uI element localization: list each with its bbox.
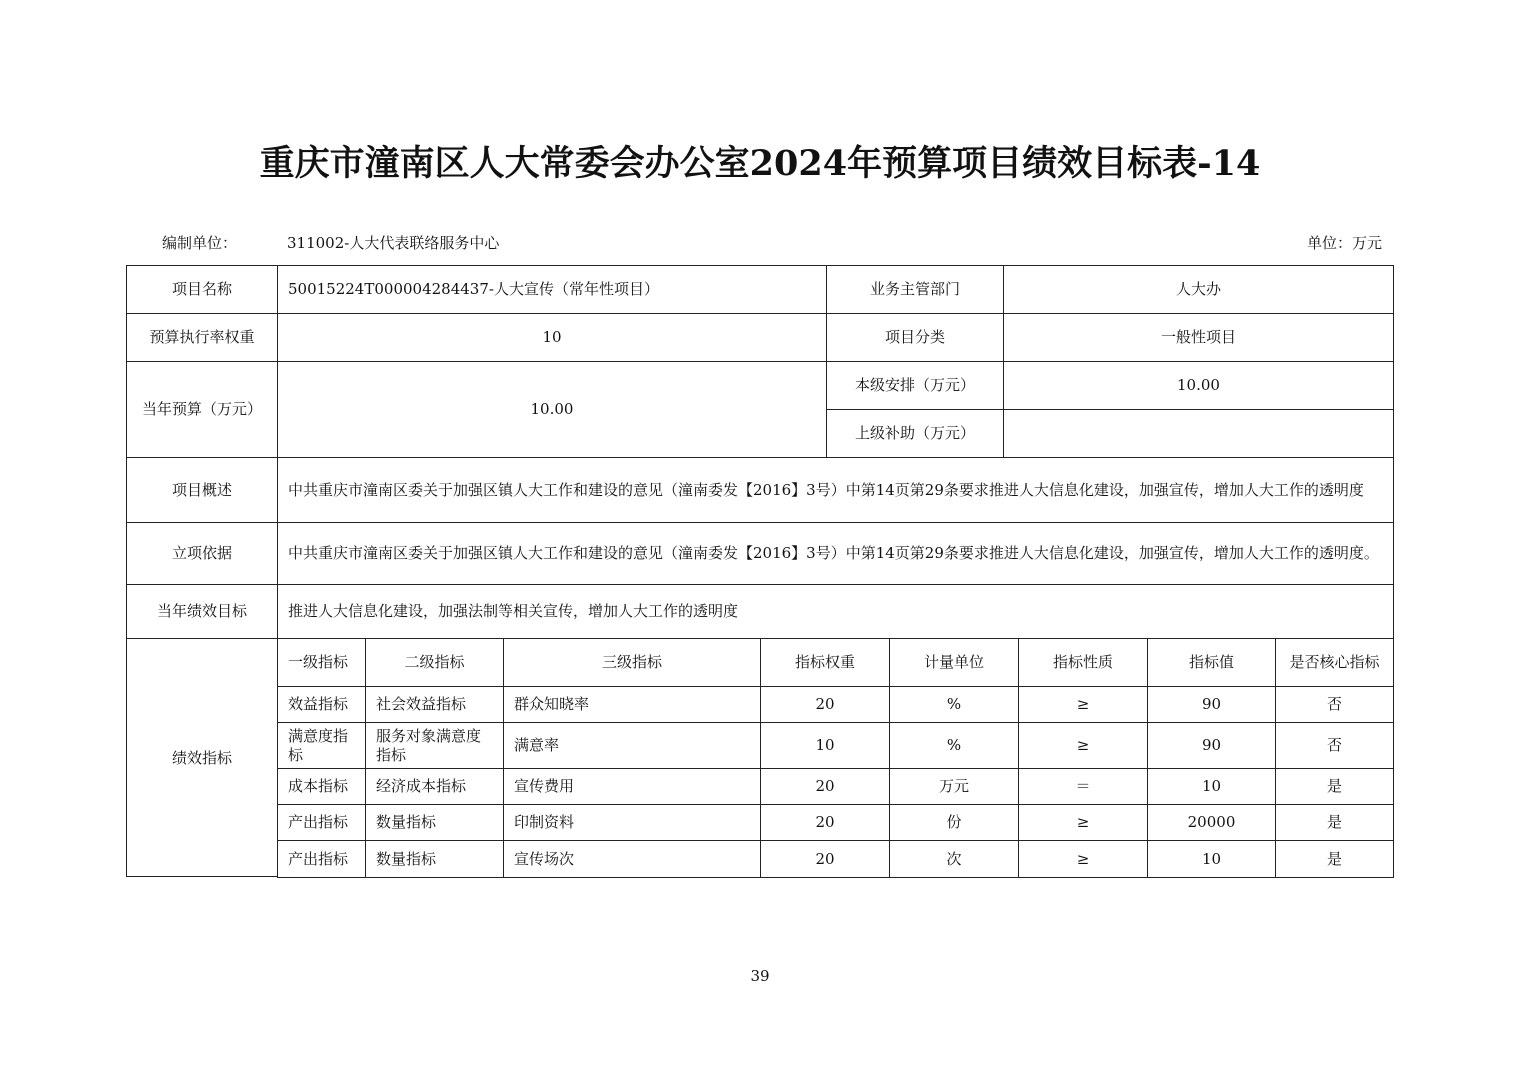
row-nature: ＝	[1019, 769, 1148, 805]
header-value: 指标值	[1148, 639, 1276, 687]
org-value: 311002-人大代表联络服务中心	[287, 234, 500, 252]
row-value: 10	[1148, 841, 1276, 878]
weight-label: 预算执行率权重	[127, 314, 278, 362]
header-nature: 指标性质	[1019, 639, 1148, 687]
page-title: 重庆市潼南区人大常委会办公室2024年预算项目绩效目标表-14	[259, 143, 1261, 184]
header-level1: 一级指标	[278, 639, 366, 687]
header-level3: 三级指标	[504, 639, 761, 687]
project-name-value: 50015224T000004284437-人大宣传（常年性项目）	[278, 266, 827, 314]
overview-value: 中共重庆市潼南区委关于加强区镇人大工作和建设的意见（潼南委发【2016】3号）中第14页第29条要求推进人大信息化建设，加强宣传，增加人大工作的透明度	[278, 458, 1394, 523]
row-nature: ≥	[1019, 805, 1148, 841]
header-unit: 计量单位	[890, 639, 1019, 687]
row-core: 是	[1276, 805, 1394, 841]
budget-value: 10.00	[278, 362, 827, 458]
row-nature: ≥	[1019, 687, 1148, 723]
row-level2: 社会效益指标	[366, 687, 504, 723]
dept-label: 业务主管部门	[827, 266, 1004, 314]
header-weight: 指标权重	[761, 639, 890, 687]
category-value: 一般性项目	[1004, 314, 1394, 362]
row-weight: 20	[761, 841, 890, 878]
row-level1: 产出指标	[278, 841, 366, 878]
row-core: 是	[1276, 769, 1394, 805]
table-row	[278, 805, 1394, 841]
row-core: 否	[1276, 723, 1394, 769]
row-level3: 宣传场次	[504, 841, 761, 878]
table-row	[278, 841, 1394, 878]
row-value: 90	[1148, 723, 1276, 769]
row-level2: 服务对象满意度指标	[366, 723, 504, 769]
row-level2: 数量指标	[366, 841, 504, 878]
row-level3: 满意率	[504, 723, 761, 769]
row-level3: 印制资料	[504, 805, 761, 841]
unit-label: 单位：万元	[1306, 234, 1382, 252]
performance-table	[277, 638, 1394, 878]
upper-value	[1004, 410, 1394, 458]
row-unit: 万元	[890, 769, 1019, 805]
row-core: 是	[1276, 841, 1394, 878]
row-unit: 次	[890, 841, 1019, 878]
row-level1: 效益指标	[278, 687, 366, 723]
performance-label: 绩效指标	[126, 638, 277, 877]
basis-value: 中共重庆市潼南区委关于加强区镇人大工作和建设的意见（潼南委发【2016】3号）中第14页第29条要求推进人大信息化建设，加强宣传，增加人大工作的透明度。	[278, 523, 1394, 585]
dept-value: 人大办	[1004, 266, 1394, 314]
row-weight: 20	[761, 805, 890, 841]
weight-value: 10	[278, 314, 827, 362]
table-row	[278, 687, 1394, 723]
row-level1: 产出指标	[278, 805, 366, 841]
local-value: 10.00	[1004, 362, 1394, 410]
basis-label: 立项依据	[127, 523, 278, 585]
project-name-label: 项目名称	[127, 266, 278, 314]
row-value: 90	[1148, 687, 1276, 723]
local-label: 本级安排（万元）	[827, 362, 1004, 410]
upper-label: 上级补助（万元）	[827, 410, 1004, 458]
table-row	[278, 723, 1394, 769]
page-number: 39	[750, 967, 770, 985]
row-level1: 成本指标	[278, 769, 366, 805]
row-core: 否	[1276, 687, 1394, 723]
row-unit: 份	[890, 805, 1019, 841]
row-unit: %	[890, 723, 1019, 769]
row-unit: %	[890, 687, 1019, 723]
budget-label: 当年预算（万元）	[127, 362, 278, 458]
header-core: 是否核心指标	[1276, 639, 1394, 687]
row-level1: 满意度指标	[278, 723, 366, 769]
row-level3: 宣传费用	[504, 769, 761, 805]
org-label: 编制单位：	[162, 234, 238, 252]
project-info-table	[126, 265, 1394, 639]
row-level3: 群众知晓率	[504, 687, 761, 723]
row-weight: 20	[761, 687, 890, 723]
category-label: 项目分类	[827, 314, 1004, 362]
row-level2: 数量指标	[366, 805, 504, 841]
row-nature: ≥	[1019, 841, 1148, 878]
row-weight: 10	[761, 723, 890, 769]
goal-label: 当年绩效目标	[127, 585, 278, 639]
performance-header-row	[278, 639, 1394, 687]
row-value: 20000	[1148, 805, 1276, 841]
row-nature: ≥	[1019, 723, 1148, 769]
row-value: 10	[1148, 769, 1276, 805]
overview-label: 项目概述	[127, 458, 278, 523]
table-row	[278, 769, 1394, 805]
header-level2: 二级指标	[366, 639, 504, 687]
goal-value: 推进人大信息化建设，加强法制等相关宣传，增加人大工作的透明度	[278, 585, 1394, 639]
row-level2: 经济成本指标	[366, 769, 504, 805]
row-weight: 20	[761, 769, 890, 805]
